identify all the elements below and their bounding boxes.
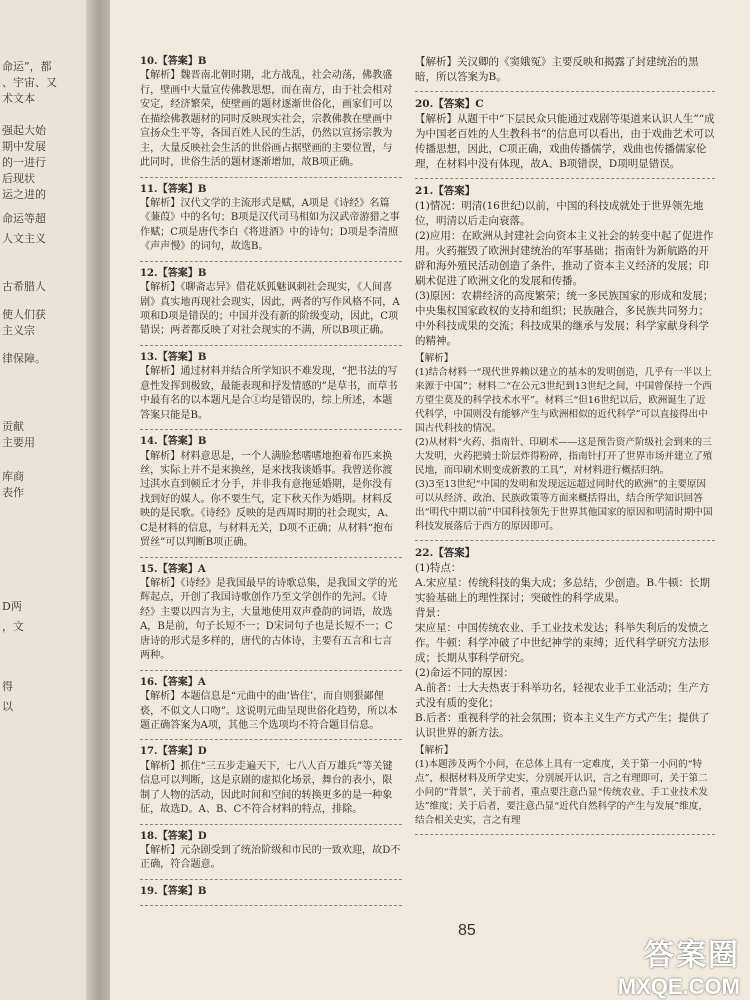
answer-label: 【答案】B xyxy=(157,267,207,279)
answer-page xyxy=(110,0,750,1000)
right-column xyxy=(415,55,715,840)
facing-page-fragment: 后现状 xyxy=(2,172,35,185)
analysis-text: 【解析】《聊斋志异》借花妖狐魅讽刺社会现实，《人间喜剧》真实地再现社会现实，因此，两者的写作风格不同，A项和D项是错误的；中国并没有新的阶级变动，因此，C项错误；两者都反映了对社会现实的不满，所以B项正确。 xyxy=(140,282,400,337)
facing-page-fragment: 的一进行 xyxy=(2,156,46,169)
left-column xyxy=(140,55,402,911)
analysis-text: 【解析】关汉卿的《窦娥冤》主要反映和揭露了封建统治的黑暗，所以答案为B。 xyxy=(415,56,699,83)
facing-page-fragment: 强起大始 xyxy=(2,124,46,137)
entry-divider xyxy=(140,345,402,346)
facing-page-fragment: 库商 xyxy=(2,470,24,483)
facing-page-fragment: 使人们获 xyxy=(2,308,46,321)
facing-page-fragment: 命运等超 xyxy=(2,212,46,225)
question-number: 11. xyxy=(140,183,158,195)
watermark-en: MXQE.COM xyxy=(617,974,740,999)
answer-entry xyxy=(140,563,402,664)
facing-page-fragment: 、宇宙、又 xyxy=(2,76,57,89)
question-number: 10. xyxy=(140,56,158,67)
analysis-detail: 【解析】 (1)本题涉及两个小问，在总体上具有一定难度，关于第一小问的“特点”，根据材料及所学史实，分别展开认识，言之有理即可，关于第二小问的“背景”，关于前者，重点要注意凸显“传统农业、手工业技术发达”维度；关于后者，要注意凸显“近代自然科学的产生与发展”维度，结合相关史实，言之有理 xyxy=(415,745,708,826)
answer-label: 【答案】A xyxy=(157,676,206,688)
facing-page-fragment: 主义宗 xyxy=(2,324,35,337)
facing-page-fragment: 人文主义 xyxy=(2,232,46,245)
entry-divider xyxy=(140,429,402,430)
answer-label: 【答案】B xyxy=(157,183,207,195)
answer-label: 【答案】D xyxy=(157,830,207,842)
watermark-logo xyxy=(590,930,740,1000)
answer-label: 【答案】D xyxy=(157,746,207,758)
facing-page-fragment: 得 xyxy=(2,680,13,693)
answer-label: 【答案】B xyxy=(157,56,207,67)
facing-page-fragment: 术文本 xyxy=(2,92,35,105)
facing-page-fragment: 期中发展 xyxy=(2,140,46,153)
analysis-text: 【解析】从题干中“下层民众只能通过戏剧等渠道来认识人生”“成为中国老百姓的人生教科书”的信息可以看出，由于戏曲艺术可以传播思想，因此，C项正确，戏曲传播儒学，戏曲也传播儒家伦理，在材料中没有体现，故A、B项错误，D项明显错误。 xyxy=(415,113,715,170)
entry-divider xyxy=(140,879,402,880)
answer-entry xyxy=(415,97,715,172)
analysis-text: 【解析】《诗经》是我国最早的诗歌总集，是我国文学的光辉起点，开创了我国诗歌创作乃至文学创作的先河。《诗经》主要以四言为主，大量地使用双声叠韵的词语，故选A，B是前，句子长短不一；D宋词句子也是长短不一；C唐诗的形式是多样的，唐代的古体诗，主要有五言和七言两种。 xyxy=(140,578,398,662)
entry-divider xyxy=(140,670,402,671)
answer-entry xyxy=(140,745,402,817)
facing-page xyxy=(0,0,86,1000)
facing-page-fragment: 主要用 xyxy=(2,436,35,449)
question-number: 13. xyxy=(140,351,158,363)
facing-page-fragment: 以 xyxy=(2,700,13,713)
answer-entry xyxy=(415,184,715,534)
answer-entry xyxy=(140,183,402,255)
entry-divider xyxy=(140,739,402,740)
entry-divider xyxy=(140,824,402,825)
analysis-text: (1)情况：明清(16世纪)以前，中国的科技成就处于世界领先地位，明清以后走向衰落。 (2)应用：在欧洲从封建社会向资本主义社会的转变中起了促进作用。火药摧毁了欧洲封建统治的军事基础；指南针为新航路的开辟和海外殖民活动创造了条件，推动了资本主义经济的发展；印刷术促进了欧洲文化的发展和传播。 (3)原因：农耕经济的高度繁荣；统一多民族国家的形成和发展；中央集权国家政权的支持和组织；民族融合，多民族共同努力；中外科技成果的交流；科技成果的继承与发展；科学家献身科学的精神。 xyxy=(415,200,714,347)
facing-page-fragment: 古希腊人 xyxy=(2,280,46,293)
analysis-text: 【解析】汉代文学的主流形式是赋，A项是《诗经》名篇《蒹葭》中的名句；B项是汉代司马相如为汉武帝游猎之事作赋；C项是唐代李白《将进酒》中的诗句；D项是李清照《声声慢》的词句，故选B。 xyxy=(140,197,400,253)
analysis-text: 【解析】抓住“三五步走遍天下，七八人百万雄兵”等关键信息可以判断，这是京剧的虚拟化场景，舞台的表小，限制了人物的活动，因此时间和空间的转换更多的是一种象征，故选D。A、B、C不符合材料的特点，排除。 xyxy=(140,760,393,816)
answer-label: 【答案】B xyxy=(157,436,207,448)
answer-entry xyxy=(140,267,402,339)
answer-entry xyxy=(415,55,715,85)
entry-divider xyxy=(415,91,715,92)
analysis-text: 【解析】元杂剧受到了统治阶级和市民的一致欢迎，故D不正确，符合题意。 xyxy=(140,845,401,871)
answer-label: 【答案】 xyxy=(433,547,476,559)
entry-divider xyxy=(415,540,715,541)
question-number: 12. xyxy=(140,267,158,279)
analysis-text: 【解析】本题信息是“元曲中的曲‘皆住’，而自则狠鄙俚亵，不似文人口吻”。这说明元曲呈现世俗化趋势，所以本题正确答案为A项，其他三个选项均不符合题目信息。 xyxy=(140,691,398,731)
answer-entry xyxy=(140,885,402,899)
facing-page-fragment: 律保障。 xyxy=(2,352,46,365)
question-number: 21. xyxy=(415,185,434,197)
answer-entry xyxy=(415,546,715,828)
answer-label: 【答案】B xyxy=(157,351,207,363)
facing-page-fragment: 运之进的 xyxy=(2,188,46,201)
entry-divider xyxy=(415,834,715,835)
facing-page-fragment: 命运”，都 xyxy=(2,60,52,73)
answer-label: 【答案】A xyxy=(157,563,206,575)
analysis-text: (1)特点： A.宋应星：传统科技的集大成；多总结，少创造。B.牛顿：长期实验基础上的理性探讨；突破性的科学成果。 背景： 宋应星：中国传统农业、手工业技术发达；科举失利后的发愤之作。牛顿：科学冲破了中世纪神学的束缚；近代科学研究方法形成；长期从事科学研究。 (2)命运不同的原因： A.前者：士大夫热衷于科举功名，轻视农业手工业活动；生产方式没有质的变化； B.后者：重视科学的社会氛围；资本主义生产方式产生；提供了认识世界的新方法。 xyxy=(415,562,710,739)
page-number: 85 xyxy=(458,922,476,939)
answer-entry xyxy=(140,435,402,551)
answer-label: 【答案】B xyxy=(157,885,207,897)
answer-entry xyxy=(140,55,402,171)
analysis-text: 【解析】材料意思是，一个人满脸愁嗜嗜地抱着布匹来换丝，实际上并不是来换丝，是来找我谈婚事。我曾送你渡过淇水直到顿丘才分手，并非我有意拖延婚期，是你没有找到好的媒人。你不要生气，定下秋天作为婚期。材料反映的是民歌。《诗经》反映的是西周时期的社会现实，A、C是材料的信息，与材料无关，D项不正确；从材料“抱布贸丝”可以判断B项正确。 xyxy=(140,450,395,549)
answer-label: 【答案】C xyxy=(433,98,484,110)
entry-divider xyxy=(140,557,402,558)
watermark-cn: 答案圈 xyxy=(644,939,740,972)
entry-divider xyxy=(140,261,402,262)
entry-divider xyxy=(140,177,402,178)
question-number: 20. xyxy=(415,98,434,110)
question-number: 22. xyxy=(415,547,434,559)
answer-label: 【答案】 xyxy=(433,185,476,197)
entry-divider xyxy=(415,178,715,179)
facing-page-fragment: ，文 xyxy=(2,620,24,633)
entry-divider xyxy=(140,905,402,906)
answer-entry xyxy=(140,830,402,873)
facing-page-fragment: 表作 xyxy=(2,486,24,499)
facing-page-fragment: 贡献 xyxy=(2,420,24,433)
question-number: 18. xyxy=(140,830,158,842)
analysis-text: 【解析】魏晋南北朝时期，北方战乱，社会动荡，佛教盛行，壁画中大量宣传佛教思想，而在南方，由于社会相对安定，经济繁荣，使壁画的题材逐渐世俗化，画家们可以在描绘佛教题材的同时反映现实社会，宗教佛教在壁画中宣扬众生平等，各国百姓人民的生活，仍然以宣扬宗教为主，大量反映社会生活的世俗画占据壁画的主要位置，与此同时，世俗生活的题材逐渐增加，故B项正确。 xyxy=(140,70,393,169)
analysis-detail: 【解析】 (1)结合材料一“现代世界赖以建立的基本的发明创造，几乎有一半以上来源于中国”；材料二“在公元3世纪到13世纪之间，中国曾保持一个西方望尘莫及的科学技术水平”。材料三“但16世纪以后，欧洲诞生了近代科学，中国则没有能够产生与欧洲相似的近代科学”可以直接得出中国古代科技的情况。 (2)从材料“火药、指南针、印刷术——这是预告资产阶级社会到来的三大发明，火药把骑士阶层炸得粉碎，指南针打开了世界市场并建立了殖民地，而印刷术则变成新教的工具”，对材料进行概括归纳。 (3)3至13世纪“中国的发明和发现远远超过同时代的欧洲”的主要原因可以从经济、政治、民族政策等方面来概括得出，结合所学知识回答出“明代中期以前”中国科技领先于世界其他国家的原因和明清时期中国科技发展落后于西方的原因即可。 xyxy=(415,353,713,532)
facing-page-fragment: D两 xyxy=(2,600,22,613)
analysis-text: 【解析】通过材料并结合所学知识不难发现，“把书法的写意性发挥到极致，最能表现和抒发情感的”是草书，而草书中最有名的以本题凡是合①均是错误的，综上所述，本题答案只能是B。 xyxy=(140,366,398,421)
question-number: 17. xyxy=(140,746,158,758)
question-number: 16. xyxy=(140,676,158,688)
question-number: 14. xyxy=(140,436,158,448)
question-number: 15. xyxy=(140,563,158,575)
answer-entry xyxy=(140,351,402,423)
answer-entry xyxy=(140,676,402,734)
question-number: 19. xyxy=(140,885,158,897)
